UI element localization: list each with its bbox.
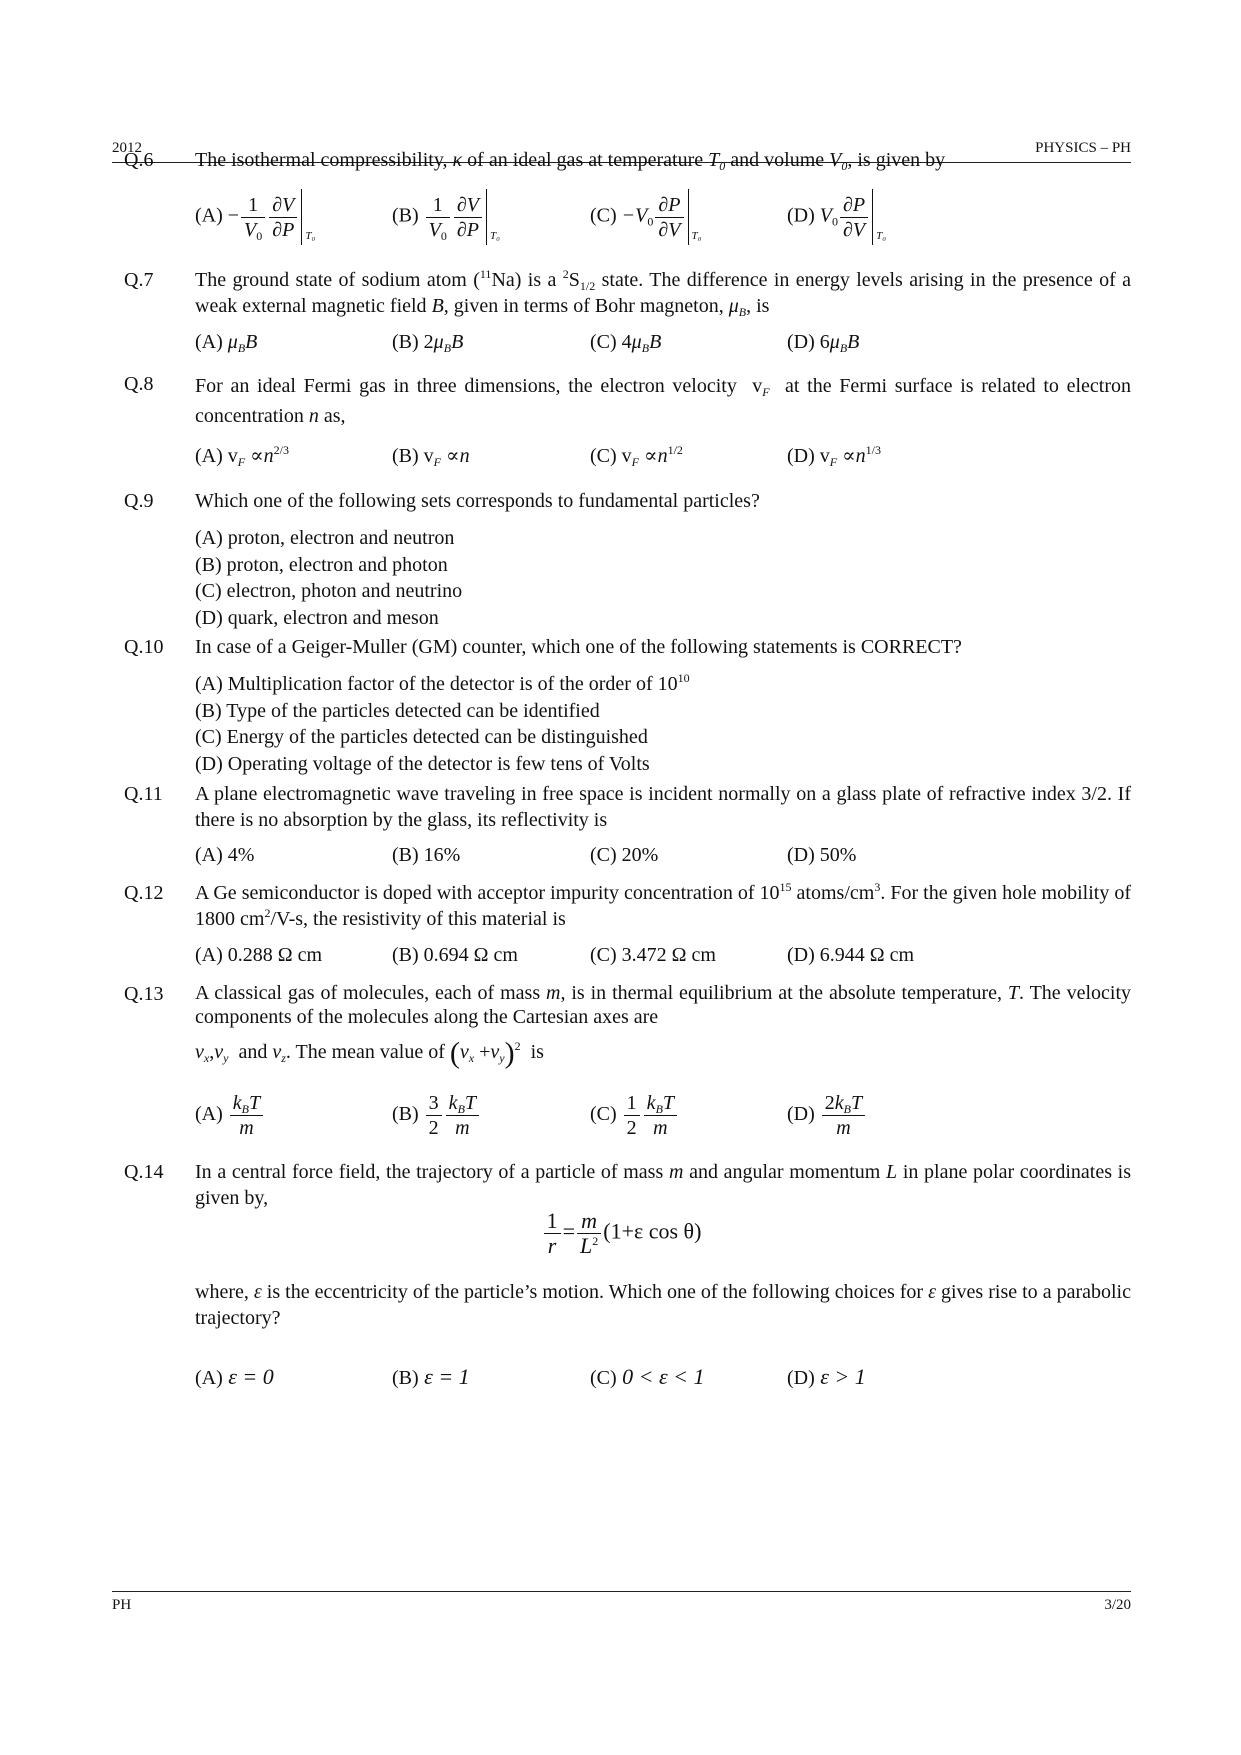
question-text: A classical gas of molecules, each of mass m, is in thermal equilibrium at the absolute temperature, T. The velocity components of the molecules along the Cartesian axes are $v_x,v_y$ and $v_z$. The mean value of $(v_x +v_y)^2$ is <box>195 982 1132 1070</box>
option-c: $(C) -V_0$ $\frac{\partial P}{\partial V}$ T₀ <box>590 189 707 245</box>
option-c: (C) electron, photon and neutrino <box>195 580 463 602</box>
question-9 <box>112 488 1131 628</box>
question-number: Q.13 <box>124 983 164 1005</box>
question-number: Q.8 <box>124 373 154 395</box>
option-d: (D) 6.944 Ω cm <box>787 944 915 966</box>
option-a: (A) 4% <box>195 844 255 866</box>
question-text: Which one of the following sets corresponds to fundamental particles? <box>195 490 760 512</box>
option-d: (D) 50% <box>787 844 857 866</box>
footer-rule <box>112 1591 1131 1592</box>
option-c: (C) $v_F \propto n^{1/2}$ <box>590 443 683 469</box>
question-text: The isothermal compressibility, κ of an ideal gas at temperature $T_0$ and volume $V_0$, is given by <box>195 149 946 173</box>
option-c: (C) $\frac{1}{2}$ $\frac{k_BT}{m}$ <box>590 1091 679 1140</box>
option-b: (B) proton, electron and photon <box>195 553 448 576</box>
option-c: (C) 3.472 Ω cm <box>590 944 716 966</box>
option-b: (B) $2\mu_BB$ <box>392 331 464 355</box>
option-a: (A) − $\frac{1}{V_0}$ $\frac{\partial V}{\partial P}$ T₀ <box>195 189 320 245</box>
question-7 <box>112 267 1131 357</box>
question-text: In case of a Geiger-Muller (GM) counter, which one of the following statements is CORRECT? <box>195 636 962 658</box>
option-b: (B) Type of the particles detected can be identified <box>195 699 600 722</box>
option-a: (A) proton, electron and neutron <box>195 527 455 549</box>
option-c: (C) 20% <box>590 844 659 866</box>
option-a: (A) Multiplication factor of the detector is of the order of $10^{10}$ <box>195 671 690 695</box>
option-b: (B) 16% <box>392 844 461 866</box>
question-6 <box>112 147 1131 265</box>
header-subject: PHYSICS – PH <box>1035 140 1131 156</box>
option-a: (A) $\frac{k_BT}{m}$ <box>195 1091 265 1140</box>
question-number: Q.7 <box>124 269 154 291</box>
option-d: (D) Operating voltage of the detector is few tens of Volts <box>195 752 650 775</box>
question-number: Q.9 <box>124 490 154 512</box>
option-b: (B) $\frac{1}{V_0}$ $\frac{\partial V}{\partial P}$ T₀ <box>392 189 505 245</box>
question-text: In a central force field, the trajectory of a particle of mass m and angular momentum L in plane polar coordinates is given by, <box>195 1161 1131 1209</box>
option-c: (C) 0 < ε < 1 <box>590 1364 705 1389</box>
options <box>195 1091 1131 1147</box>
option-b: (B) $\frac{3}{2}$ $\frac{k_BT}{m}$ <box>392 1091 481 1140</box>
trajectory-equation: $\frac{1}{r}$ = $\frac{m}{L^2}$ (1+ε cos θ) <box>112 1209 1131 1258</box>
question-text: For an ideal Fermi gas in three dimensions, the electron velocity $v_F$ at the Fermi surface is related to electron concentration n as, <box>195 375 1131 427</box>
options <box>195 842 1131 882</box>
question-number: Q.6 <box>124 149 154 171</box>
question-11 <box>112 781 1131 871</box>
question-number: Q.14 <box>124 1161 164 1183</box>
option-a: (A) 0.288 Ω cm <box>195 944 323 966</box>
options-list <box>195 525 462 631</box>
option-d: (D) $V_0$ $\frac{\partial P}{\partial V}$ T₀ <box>787 189 891 245</box>
options-list <box>195 671 690 777</box>
question-10 <box>112 634 1131 774</box>
question-text: A plane electromagnetic wave traveling in free space is incident normally on a glass plate of refractive index 3/2. If there is no absorption by the glass, its reflectivity is <box>195 783 1131 831</box>
options <box>195 189 1131 259</box>
option-c: (C) Energy of the particles detected can be distinguished <box>195 726 648 748</box>
question-number: Q.10 <box>124 636 164 658</box>
options <box>195 1364 1131 1404</box>
option-a: (A) $v_F \propto n^{2/3}$ <box>195 443 289 469</box>
option-d: (D) $\frac{2k_BT}{m}$ <box>787 1091 867 1140</box>
footer-page-number: 3/20 <box>1104 1597 1131 1613</box>
options <box>195 329 1131 369</box>
question-8 <box>112 371 1131 471</box>
option-d: (D) quark, electron and meson <box>195 606 439 629</box>
options <box>195 942 1131 982</box>
question-text-continued: where, ε is the eccentricity of the particle’s motion. Which one of the following choices for ε gives rise to a parabolic trajectory? <box>195 1281 1131 1329</box>
question-14 <box>112 1159 1131 1399</box>
question-number: Q.11 <box>124 783 163 805</box>
footer-code: PH <box>112 1597 132 1613</box>
options <box>195 443 1131 483</box>
question-number: Q.12 <box>124 882 164 904</box>
option-a: (A) ε = 0 <box>195 1364 274 1389</box>
question-12 <box>112 880 1131 970</box>
header-year: 2012 <box>112 140 142 156</box>
question-text: The ground state of sodium atom ($^{11}$Na) is a $^2S_{1/2}$ state. The difference in energy levels arising in the presence of a weak external magnetic field B, given in terms of Bohr magneton, $\mu_B$, is <box>195 267 1132 319</box>
option-b: (B) ε = 1 <box>392 1364 470 1389</box>
option-b: (B) 0.694 Ω cm <box>392 944 518 966</box>
question-text: A Ge semiconductor is doped with acceptor impurity concentration of $10^{15}$ atoms/$cm^3$. For the given hole mobility of 1800 $cm^2/V-s$, the resistivity of this material is <box>195 880 1131 930</box>
option-b: (B) $v_F \propto n$ <box>392 445 470 469</box>
question-13 <box>112 981 1131 1151</box>
option-d: (D) ε > 1 <box>787 1364 866 1389</box>
option-a: (A) $\mu_BB$ <box>195 331 258 355</box>
option-d: (D) $v_F \propto n^{1/3}$ <box>787 443 881 469</box>
option-d: (D) $6\mu_BB$ <box>787 331 860 355</box>
option-c: (C) $4\mu_BB$ <box>590 331 662 355</box>
